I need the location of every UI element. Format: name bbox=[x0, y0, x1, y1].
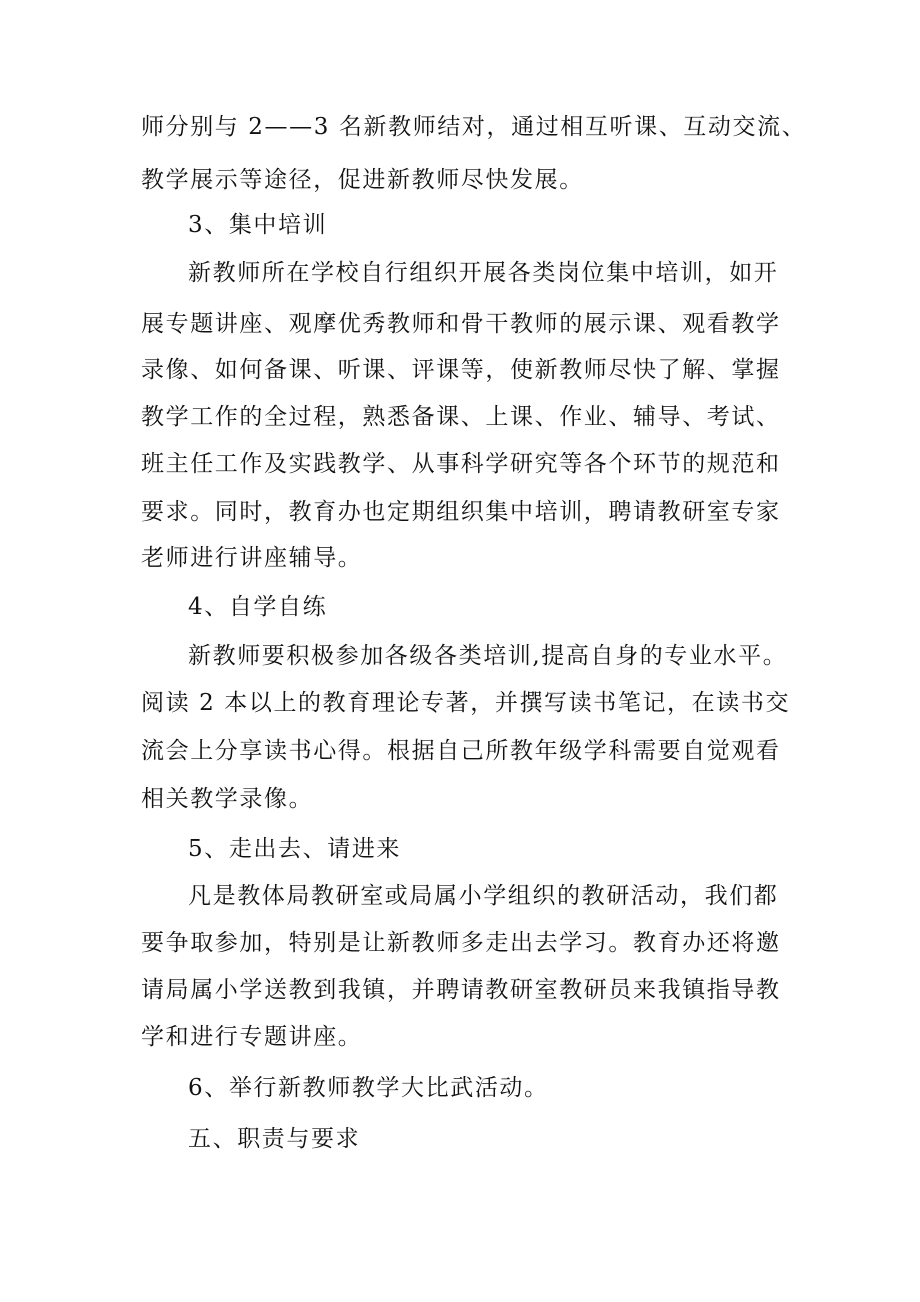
paragraph-line: 师分别与 2——3 名新教师结对，通过相互听课、互动交流、 bbox=[141, 114, 807, 140]
paragraph-line: 展专题讲座、观摩优秀教师和骨干教师的展示课、观看教学 bbox=[141, 311, 781, 337]
paragraph-line: 新教师要积极参加各级各类培训,提高自身的专业水平。 bbox=[188, 643, 788, 669]
paragraph-line: 教学工作的全过程，熟悉备课、上课、作业、辅导、考试、 bbox=[141, 404, 781, 430]
paragraph-line: 相关教学录像。 bbox=[141, 786, 314, 812]
section-heading: 五、职责与要求 bbox=[188, 1126, 361, 1152]
paragraph-line: 请局属小学送教到我镇，并聘请教研室教研员来我镇指导教 bbox=[141, 977, 781, 1003]
section-heading: 5、走出去、请进来 bbox=[188, 836, 402, 862]
section-heading: 6、举行新教师教学大比武活动。 bbox=[188, 1075, 549, 1101]
paragraph-line: 教学展示等途径，促进新教师尽快发展。 bbox=[141, 167, 584, 193]
section-heading: 3、集中培训 bbox=[188, 212, 328, 238]
paragraph-line: 老师进行讲座辅导。 bbox=[141, 545, 363, 571]
paragraph-line: 录像、如何备课、听课、评课等，使新教师尽快了解、掌握 bbox=[141, 357, 781, 383]
paragraph-line: 新教师所在学校自行组织开展各类岗位集中培训，如开 bbox=[188, 260, 779, 286]
paragraph-line: 要争取参加，特别是让新教师多走出去学习。教育办还将邀 bbox=[141, 930, 781, 956]
paragraph-line: 凡是教体局教研室或局属小学组织的教研活动，我们都 bbox=[188, 883, 779, 909]
section-heading: 4、自学自练 bbox=[188, 594, 328, 620]
paragraph-line: 学和进行专题讲座。 bbox=[141, 1024, 363, 1050]
paragraph-line: 阅读 2 本以上的教育理论专著，并撰写读书笔记，在读书交 bbox=[141, 690, 791, 716]
paragraph-line: 班主任工作及实践教学、从事科学研究等各个环节的规范和 bbox=[141, 451, 781, 477]
paragraph-line: 要求。同时，教育办也定期组织集中培训，聘请教研室专家 bbox=[141, 499, 781, 525]
paragraph-line: 流会上分享读书心得。根据自己所教年级学科需要自觉观看 bbox=[141, 738, 781, 764]
